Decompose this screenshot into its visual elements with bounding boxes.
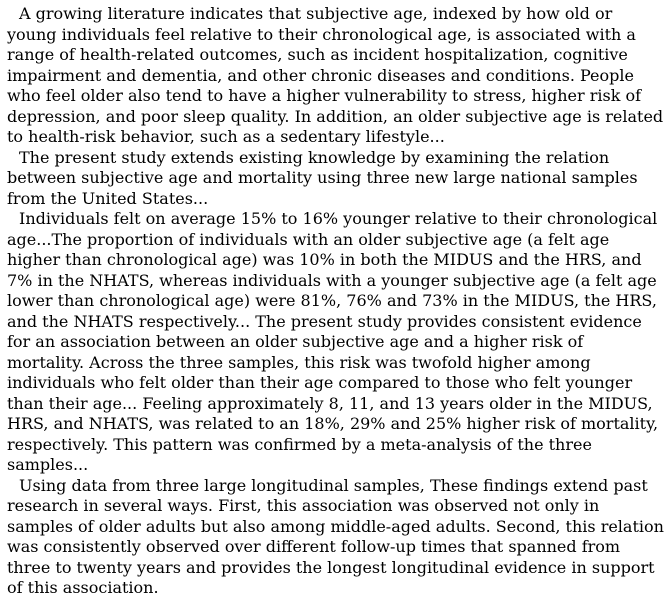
paragraph-intro: A growing literature indicates that subjective age, indexed by how old or young individuals feel relative to their chronological age, is associated with a range of health-related outcomes, such as incident hospitalization, cognitive impairment and dementia, and other chronic diseases and conditions. People who feel older also tend to have a higher vulnerability to stress, higher risk of depression, and poor sleep quality. In addition, an older subjective age is related to health-risk behavior, such as a sedentary lifestyle... <box>7 4 664 146</box>
paragraph-conclusion: Using data from three large longitudinal samples, These findings extend past research in several ways. First, this association was observed not only in samples of older adults but also among middle-aged adults. Second, this relation was consistently observed over different follow-up times that spanned from three to twenty years and provides the longest longitudinal evidence in support of this association. <box>7 475 664 597</box>
paragraph-results: Individuals felt on average 15% to 16% younger relative to their chronological age...The proportion of individuals with an older subjective age (a felt age higher than chronological age) was 10% in both the MIDUS and the HRS, and 7% in the NHATS, whereas individuals with a younger subjective age (a felt age lower than chronological age) were 81%, 76% and 73% in the MIDUS, the HRS, and the NHATS respectively... The present study provides consistent evidence for an association between an older subjective age and a higher risk of mortality. Across the three samples, this risk was twofold higher among individuals who felt older than their age compared to those who felt younger than their age... Feeling approximately 8, 11, and 13 years older in the MIDUS, HRS, and NHATS, was related to an 18%, 29% and 25% higher risk of mortality, respectively. This pattern was confirmed by a meta-analysis of the three samples... <box>7 209 659 474</box>
paragraph-study-aim: The present study extends existing knowledge by examining the relation between subjective age and mortality using three new large national samples from the United States... <box>7 147 638 208</box>
